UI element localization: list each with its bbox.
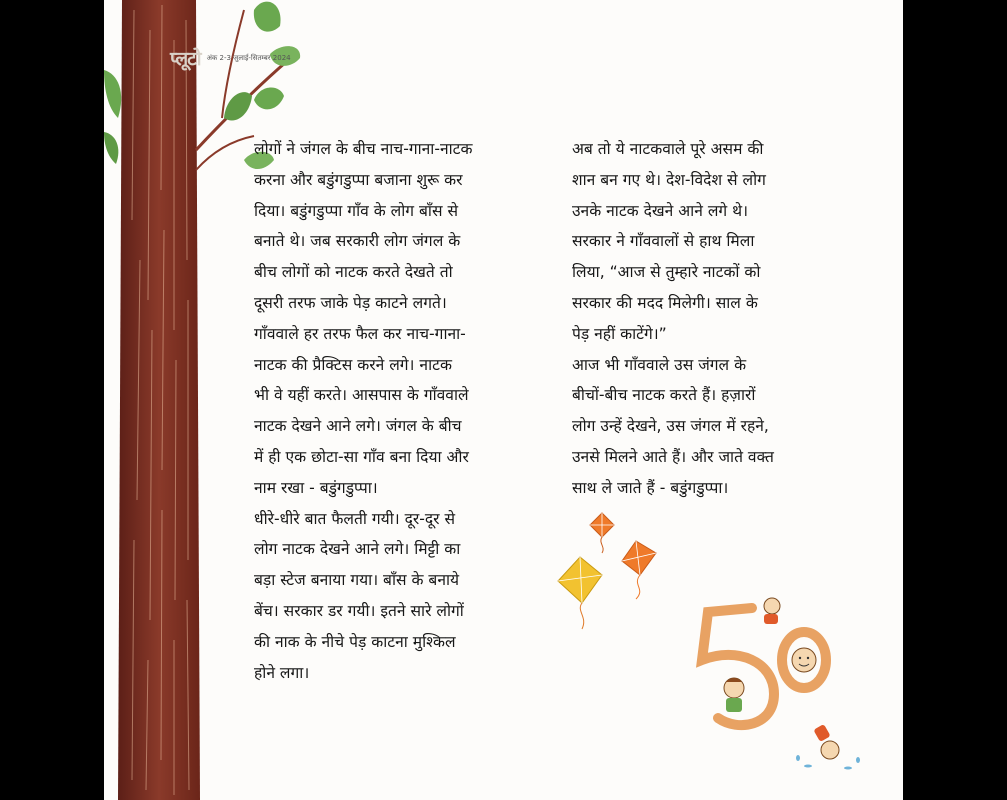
article-line: सरकार ने गाँववालों से हाथ मिला: [572, 232, 755, 251]
article-line: सरकार की मदद मिलेगी। साल के: [572, 293, 758, 312]
article-line: लोगों ने जंगल के बीच नाच-गाना-नाटक: [254, 140, 473, 158]
child-icon: [813, 724, 839, 759]
leaf-icon: [104, 132, 118, 164]
article-line: करना और बडुंगडुप्पा बजाना शुरू कर: [254, 170, 463, 189]
child-icon: [792, 648, 816, 672]
issue-info: अंक 2-3 जुलाई-सितम्बर 2024: [206, 53, 291, 62]
magazine-logo: प्लूटो: [170, 48, 201, 70]
article-line: बेंच। सरकार डर गयी। इतने सारे लोगों: [254, 601, 464, 620]
article-line: आज भी गाँववाले उस जंगल के: [572, 355, 747, 374]
article-line: बड़ा स्टेज बनाया गया। बाँस के बनाये: [254, 571, 460, 590]
leaf-icon: [254, 2, 281, 32]
article-column-right: [572, 134, 842, 504]
article-line: नाटक देखने आने लगे। जंगल के बीच: [254, 417, 462, 436]
article-line: नाम रखा - बडुंगडुप्पा।: [254, 478, 378, 497]
article-line: साथ ले जाते हैं - बडुंगडुप्पा।: [572, 478, 729, 497]
article-line: बनाते थे। जब सरकारी लोग जंगल के: [254, 232, 461, 251]
article-line: शान बन गए थे। देश-विदेश से लोग: [572, 170, 766, 189]
article-column-left: [254, 134, 544, 688]
article-line: बीच लोगों को नाटक करते देखते तो: [254, 263, 453, 282]
kites-illustration: [552, 505, 692, 635]
article-line: लोग उन्हें देखने, उस जंगल में रहने,: [572, 417, 769, 436]
child-icon: [764, 598, 780, 624]
article-line: में ही एक छोटा-सा गाँव बना दिया और: [254, 447, 469, 466]
article-line: की नाक के नीचे पेड़ काटना मुश्किल: [254, 632, 456, 651]
kite-icon: [622, 541, 656, 599]
article-line: गाँववाले हर तरफ फैल कर नाच-गाना-: [254, 324, 466, 343]
article-line: लोग नाटक देखने आने लगे। मिट्टी का: [254, 540, 461, 559]
child-icon: [724, 678, 744, 712]
article-line: उनसे मिलने आते हैं। और जाते वक्त: [572, 447, 774, 466]
article-line: दूसरी तरफ जाके पेड़ काटने लगते।: [254, 293, 447, 312]
article-line: लिया, “आज से तुम्हारे नाटकों को: [572, 263, 761, 282]
article-line: बीचों-बीच नाटक करते हैं। हज़ारों: [572, 386, 756, 405]
leaf-icon: [254, 87, 284, 109]
article-line: दिया। बडुंगडुप्पा गाँव के लोग बाँस से: [254, 201, 459, 220]
article-line: पेड़ नहीं काटेंगे।”: [572, 324, 667, 343]
article-line: नाटक की प्रैक्टिस करने लगे। नाटक: [254, 355, 452, 374]
kite-icon: [590, 513, 614, 553]
article-line: होने लगा।: [254, 663, 310, 682]
anniversary-50-illustration: [678, 590, 878, 780]
kite-icon: [558, 557, 602, 629]
article-line: भी वे यहीं करते। आसपास के गाँववाले: [254, 386, 469, 405]
masthead: [170, 46, 291, 70]
article-line: उनके नाटक देखने आने लगे थे।: [572, 201, 748, 220]
article-line: अब तो ये नाटकवाले पूरे असम की: [572, 140, 764, 158]
leaf-icon: [104, 70, 121, 118]
leaf-icon: [224, 92, 252, 120]
article-line: धीरे-धीरे बात फैलती गयी। दूर-दूर से: [254, 509, 456, 528]
magazine-page: [104, 0, 903, 800]
